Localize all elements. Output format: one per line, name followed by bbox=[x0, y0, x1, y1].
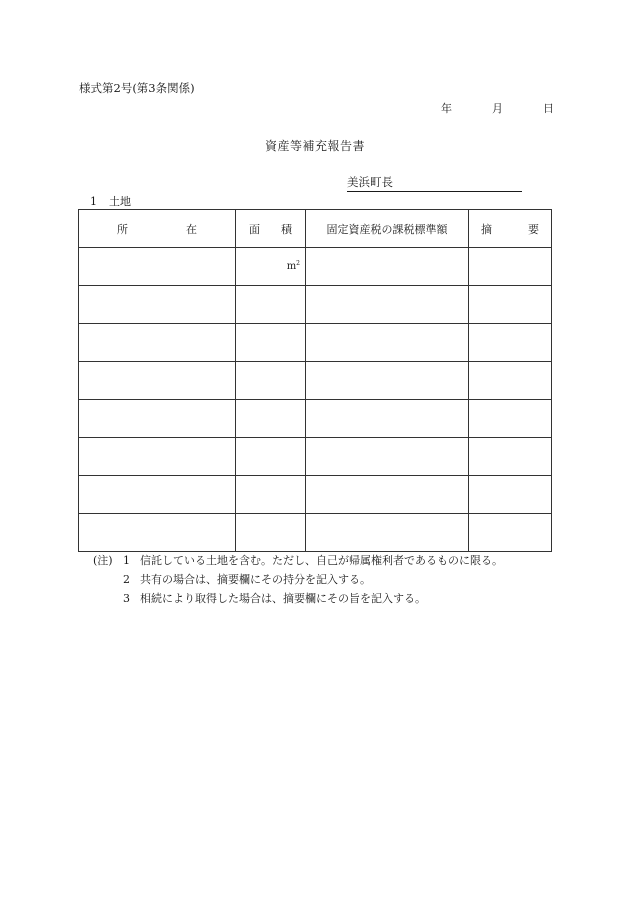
note-text: 共有の場合は、摘要欄にその持分を記入する。 bbox=[140, 573, 371, 586]
area-unit: $m^2$ bbox=[286, 260, 300, 272]
standard-value-cell[interactable] bbox=[306, 324, 469, 362]
notes-label: (注) bbox=[93, 554, 113, 567]
location-cell[interactable] bbox=[79, 248, 236, 286]
date-day: 日 bbox=[543, 102, 554, 115]
remarks-cell[interactable] bbox=[469, 286, 552, 324]
table-row bbox=[79, 362, 552, 400]
area-cell[interactable] bbox=[236, 248, 306, 286]
form-number: 様式第2号(第3条関係) bbox=[79, 81, 195, 95]
standard-value-cell[interactable] bbox=[306, 362, 469, 400]
area-cell[interactable] bbox=[236, 362, 306, 400]
header-area bbox=[236, 210, 306, 248]
area-cell[interactable] bbox=[236, 514, 306, 552]
location-cell[interactable] bbox=[79, 362, 236, 400]
remarks-cell[interactable] bbox=[469, 476, 552, 514]
section-heading bbox=[90, 193, 131, 209]
area-cell[interactable] bbox=[236, 324, 306, 362]
table-row bbox=[79, 248, 552, 286]
header-location bbox=[79, 210, 236, 248]
table-row bbox=[79, 286, 552, 324]
remarks-cell[interactable] bbox=[469, 400, 552, 438]
location-cell[interactable] bbox=[79, 438, 236, 476]
note-number: 1 bbox=[123, 554, 130, 567]
remarks-cell[interactable] bbox=[469, 514, 552, 552]
standard-value-cell[interactable] bbox=[306, 476, 469, 514]
land-table bbox=[78, 209, 552, 552]
document-title: 資産等補充報告書 bbox=[264, 139, 365, 153]
table-row bbox=[79, 400, 552, 438]
addressee: 美浜町長 bbox=[347, 174, 522, 192]
location-cell[interactable] bbox=[79, 286, 236, 324]
table-row bbox=[79, 438, 552, 476]
header-remarks bbox=[469, 210, 552, 248]
date-line bbox=[441, 100, 554, 116]
header-location-char-1: 所 bbox=[117, 222, 128, 236]
date-year: 年 bbox=[441, 102, 452, 115]
location-cell[interactable] bbox=[79, 476, 236, 514]
note-number: 3 bbox=[123, 592, 130, 605]
table-row bbox=[79, 476, 552, 514]
remarks-cell[interactable] bbox=[469, 324, 552, 362]
date-month: 月 bbox=[492, 102, 503, 115]
standard-value-cell[interactable] bbox=[306, 438, 469, 476]
table-header-row bbox=[79, 210, 552, 248]
table-row bbox=[79, 324, 552, 362]
note-text: 相続により取得した場合は、摘要欄にその旨を記入する。 bbox=[140, 592, 426, 605]
note-item bbox=[93, 570, 503, 589]
standard-value-cell[interactable] bbox=[306, 400, 469, 438]
note-item bbox=[93, 589, 503, 608]
header-area-char-1: 面 bbox=[249, 222, 260, 236]
header-remarks-char-2: 要 bbox=[528, 222, 539, 236]
header-location-char-2: 在 bbox=[186, 222, 197, 236]
location-cell[interactable] bbox=[79, 400, 236, 438]
location-cell[interactable] bbox=[79, 514, 236, 552]
table-row bbox=[79, 514, 552, 552]
remarks-cell[interactable] bbox=[469, 248, 552, 286]
note-text: 信託している土地を含む。ただし、自己が帰属権利者であるものに限る。 bbox=[140, 554, 503, 567]
standard-value-cell[interactable] bbox=[306, 286, 469, 324]
notes bbox=[93, 551, 503, 608]
standard-value-cell[interactable] bbox=[306, 248, 469, 286]
standard-value-cell[interactable] bbox=[306, 514, 469, 552]
area-cell[interactable] bbox=[236, 286, 306, 324]
section-number: 1 bbox=[90, 195, 97, 208]
section-label: 土地 bbox=[109, 195, 131, 208]
area-cell[interactable] bbox=[236, 438, 306, 476]
header-remarks-char-1: 摘 bbox=[481, 222, 492, 236]
area-cell[interactable] bbox=[236, 400, 306, 438]
header-area-char-2: 積 bbox=[281, 222, 292, 236]
area-cell[interactable] bbox=[236, 476, 306, 514]
note-number: 2 bbox=[123, 573, 130, 586]
remarks-cell[interactable] bbox=[469, 438, 552, 476]
remarks-cell[interactable] bbox=[469, 362, 552, 400]
header-standard-value: 固定資産税の課税標準額 bbox=[306, 210, 469, 248]
location-cell[interactable] bbox=[79, 324, 236, 362]
note-item bbox=[93, 551, 503, 570]
